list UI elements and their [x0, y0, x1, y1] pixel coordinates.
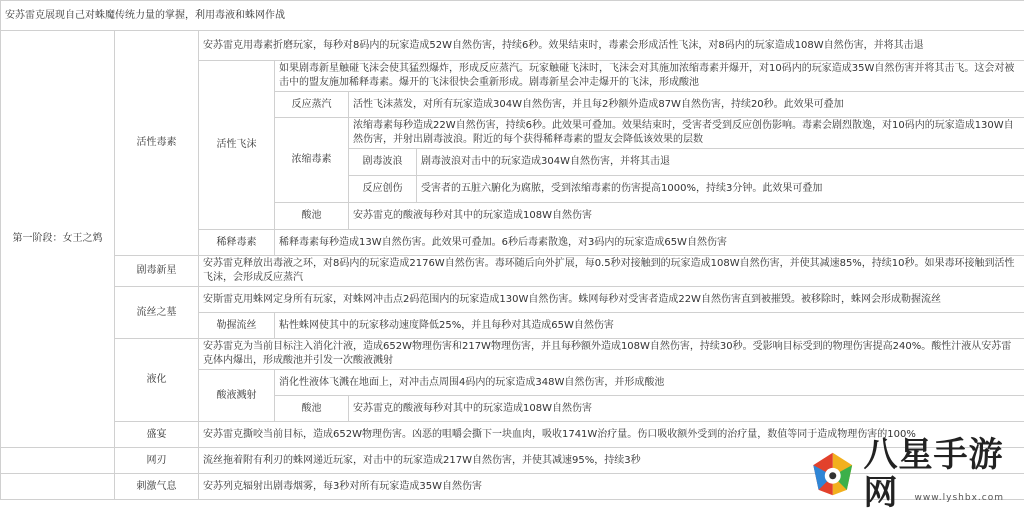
ability-name-reactive-vapor: 反应蒸汽 [275, 92, 349, 118]
ability-name-splash: 酸液溅射 [199, 370, 275, 422]
ability-desc-splash: 消化性液体飞溅在地面上，对冲击点周围4码内的玩家造成348W自然伤害，并形成酸池 [275, 370, 1024, 396]
ability-desc-feast: 安苏雷克撕咬当前目标，造成652W物理伤害。凶恶的咀嚼会撕下一块血肉，吸收1741W治疗量。伤口吸收额外受到的治疗量，数值等同于造成物理伤害的100% [199, 422, 1024, 448]
ability-desc-strands: 粘性蛛网使其中的玩家移动速度降低25%，并且每秒对其造成65W自然伤害 [275, 313, 1024, 339]
ability-name-web-blades: 网刃 [115, 448, 199, 474]
ability-desc-diluted: 稀释毒素每秒造成13W自然伤害。此效果可叠加。6秒后毒素散逸，对3码内的玩家造成65W自然伤害 [275, 230, 1024, 256]
ability-name-concentrated: 浓缩毒素 [275, 118, 349, 203]
ability-name-strands: 勒握流丝 [199, 313, 275, 339]
ability-name-feast: 盛宴 [115, 422, 199, 448]
ability-name-trauma: 反应创伤 [349, 176, 417, 203]
ability-name-caustic: 刺激气息 [115, 474, 199, 500]
ability-name-liquefy: 液化 [115, 339, 199, 422]
ability-desc-liquefy-acid-pool: 安苏雷克的酸液每秒对其中的玩家造成108W自然伤害 [349, 396, 1024, 422]
ability-name-liquefy-acid-pool: 酸池 [275, 396, 349, 422]
ability-desc-active-venom: 安苏雷克用毒素折磨玩家，每秒对8码内的玩家造成52W自然伤害，持续6秒。效果结束时，毒素会形成活性飞沫，对8码内的玩家造成108W自然伤害，并将其击退 [199, 31, 1024, 61]
ability-desc-concentrated: 浓缩毒素每秒造成22W自然伤害，持续6秒。此效果可叠加。效果结束时，受害者受到反应创伤影响。毒素会剧烈散逸，对10码内的玩家造成130W自然伤害，并射出剧毒波浪。附近的每个获得稀释毒素的盟友会降低该效果的层数 [349, 118, 1024, 149]
phase-label: 第一阶段：女王之鸩 [1, 31, 115, 448]
ability-name-active-venom: 活性毒素 [115, 31, 199, 256]
ability-name-acid-pool: 酸池 [275, 203, 349, 230]
ability-desc-spray: 如果剧毒新星触碰飞沫会使其猛烈爆炸，形成反应蒸汽。玩家触碰飞沫时，飞沫会对其施加浓缩毒素并爆开，对10码内的玩家造成35W自然伤害并将其击飞。这会对被击中的盟友施加稀释毒素。爆开的飞沫很快会重新形成。剧毒新星会冲走爆开的飞沫，形成酸池 [275, 61, 1024, 92]
ability-desc-silken-tomb: 安斯雷克用蛛网定身所有玩家，对蛛网冲击点2码范围内的玩家造成130W自然伤害。蛛网每秒对受害者造成22W自然伤害直到被摧毁。被移除时，蛛网会形成勒握流丝 [199, 287, 1024, 313]
table-header: 安苏雷克展现自己对蛛魔传统力量的掌握，利用毒液和蛛网作战 [1, 1, 1024, 31]
ability-desc-reactive-vapor: 活性飞沫蒸发，对所有玩家造成304W自然伤害，并且每2秒额外造成87W自然伤害，持续20秒。此效果可叠加 [349, 92, 1024, 118]
ability-name-silken-tomb: 流丝之墓 [115, 287, 199, 339]
ability-name-diluted: 稀释毒素 [199, 230, 275, 256]
ability-desc-acid-pool: 安苏雷克的酸液每秒对其中的玩家造成108W自然伤害 [349, 203, 1024, 230]
watermark-logo-icon [808, 446, 857, 502]
ability-desc-toxic-nova: 安苏雷克释放出毒液之环，对8码内的玩家造成2176W自然伤害。毒环随后向外扩展，每0.5秒对接触到的玩家造成108W自然伤害，并使其减速85%，持续10秒。如果毒环接触到活性飞沫，会形成反应蒸汽 [199, 256, 1024, 287]
ability-desc-caustic: 安苏列克辐射出剧毒烟雾，每3秒对所有玩家造成35W自然伤害 [199, 474, 1024, 500]
ability-name-wave: 剧毒波浪 [349, 149, 417, 176]
watermark-text: 八星手游网 [863, 436, 1018, 512]
ability-name-spray: 活性飞沫 [199, 61, 275, 230]
ability-desc-liquefy: 安苏雷克为当前目标注入消化汁液，造成652W物理伤害和217W物理伤害，并且每秒额外造成108W自然伤害，持续30秒。受影响目标受到的物理伤害提高240%。酸性汁液从安苏雷克体内爆出，形成酸池并引发一次酸液溅射 [199, 339, 1024, 370]
ability-name-toxic-nova: 剧毒新星 [115, 256, 199, 287]
watermark [808, 444, 1018, 504]
watermark-url: www.lyshbx.com [915, 493, 1004, 503]
ability-desc-trauma: 受害者的五脏六腑化为腐脓，受到浓缩毒素的伤害提高1000%，持续3分钟。此效果可叠加 [417, 176, 1024, 203]
ability-desc-wave: 剧毒波浪对击中的玩家造成304W自然伤害，并将其击退 [417, 149, 1024, 176]
ability-desc-web-blades: 流丝拖着附有利刃的蛛网递近玩家，对击中的玩家造成217W自然伤害，并使其减速95%，持续3秒 [199, 448, 1024, 474]
